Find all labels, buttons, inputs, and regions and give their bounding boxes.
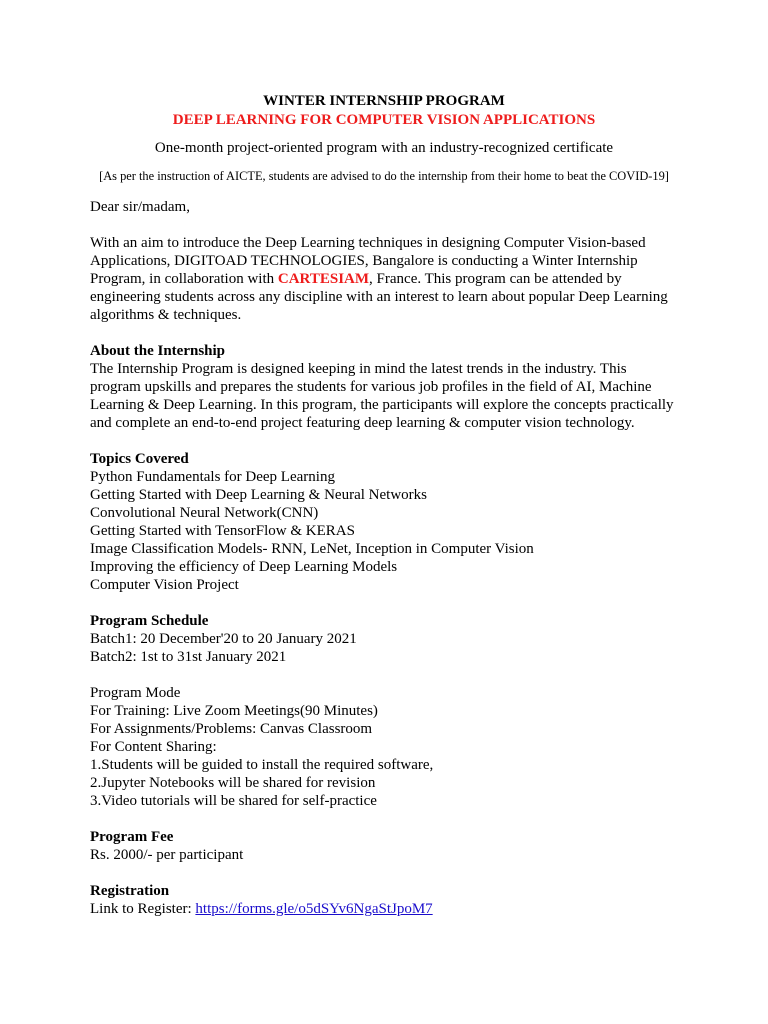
registration-link[interactable]: https://forms.gle/o5dSYv6NgaStJpoM7 [195,901,433,917]
registration-heading: Registration [90,883,170,899]
mode-line: For Training: Live Zoom Meetings(90 Minutes) [90,703,378,719]
topic-item: Convolutional Neural Network(CNN) [90,505,319,521]
topic-item: Python Fundamentals for Deep Learning [90,469,335,485]
mode-line: 1.Students will be guided to install the required software, [90,757,434,773]
intro-text-part2: , France. This program can be attended by engineering students across any discipline with an interest to learn about popular Deep Learning algorithms & techniques. [90,271,668,323]
mode-line: 2.Jupyter Notebooks will be shared for revision [90,775,376,791]
registration-section [90,882,678,918]
batch-line: Batch2: 1st to 31st January 2021 [90,649,287,665]
mode-line: For Content Sharing: [90,739,217,755]
registration-line [90,900,678,918]
aicte-note: [As per the instruction of AICTE, students are advised to do the internship from their home to beat the COVID-19] [99,169,669,183]
program-title: WINTER INTERNSHIP PROGRAM [263,93,505,109]
fee-section [90,828,678,864]
about-heading: About the Internship [90,343,226,359]
intro-text-part1: With an aim to introduce the Deep Learning techniques in designing Computer Vision-based Applications, DIGITOAD TECHNOLOGIES, Bangalore is conducting a Winter Internship Program, in collaboration with [90,235,646,287]
mode-heading: Program Mode [90,685,181,701]
intro-paragraph [90,234,678,324]
program-subtitle: DEEP LEARNING FOR COMPUTER VISION APPLICATIONS [172,112,596,128]
topic-item: Getting Started with Deep Learning & Neural Networks [90,487,427,503]
fee-heading: Program Fee [90,829,174,845]
program-tagline: One-month project-oriented program with an industry-recognized certificate [154,140,614,156]
schedule-heading: Program Schedule [90,613,209,629]
batch-line: Batch1: 20 December'20 to 20 January 2021 [90,631,357,647]
topic-item: Improving the efficiency of Deep Learning Models [90,559,398,575]
schedule-section [90,612,678,666]
about-text: The Internship Program is designed keeping in mind the latest trends in the industry. This program upskills and prepares the students for various job profiles in the field of AI, Machine Learning & Deep Learning. In this program, the participants will explore the concepts practically and complete an end-to-end project featuring deep learning & computer vision technology. [90,361,674,431]
topic-item: Image Classification Models- RNN, LeNet, Inception in Computer Vision [90,541,534,557]
topic-item: Getting Started with TensorFlow & KERAS [90,523,355,539]
topic-item: Computer Vision Project [90,577,239,593]
topics-heading: Topics Covered [90,451,189,467]
mode-line: For Assignments/Problems: Canvas Classroom [90,721,373,737]
mode-line: 3.Video tutorials will be shared for self-practice [90,793,377,809]
registration-label: Link to Register: [90,901,196,917]
about-section [90,342,678,432]
topics-section [90,450,678,594]
mode-section [90,684,678,810]
greeting: Dear sir/madam, [90,199,190,215]
partner-name: CARTESIAM [277,271,370,287]
fee-text: Rs. 2000/- per participant [90,847,244,863]
